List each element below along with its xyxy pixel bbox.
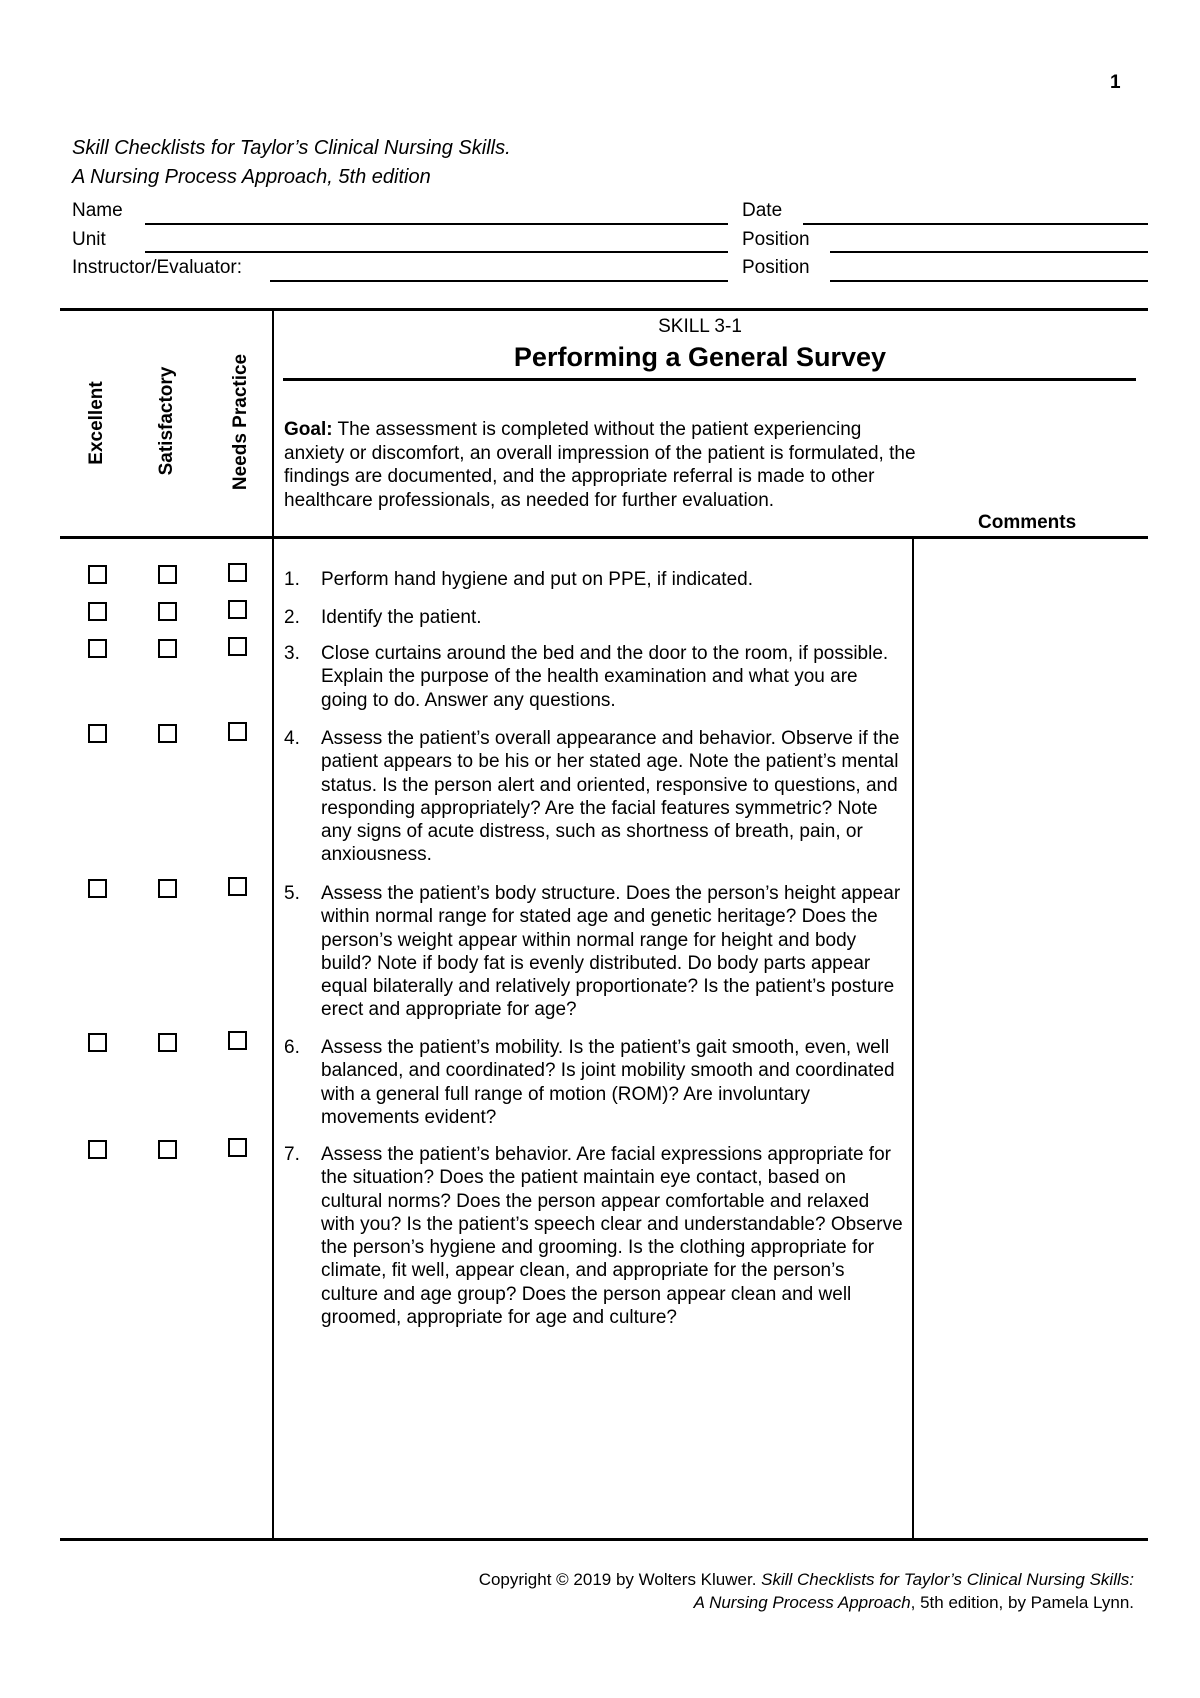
step-item-1 <box>284 568 904 591</box>
footer-line-2 <box>479 1591 1134 1614</box>
table-header-rule <box>60 536 1148 539</box>
step-6-needs-practice-checkbox[interactable] <box>228 1031 247 1050</box>
date-field[interactable] <box>803 223 1148 225</box>
goal-text <box>284 418 924 512</box>
position-field-1[interactable] <box>830 251 1148 253</box>
comments-header: Comments <box>978 512 1077 533</box>
step-number: 2. <box>284 607 300 628</box>
step-number: 4. <box>284 728 300 749</box>
page-number: 1 <box>1110 72 1121 93</box>
step-1-excellent-checkbox[interactable] <box>88 565 107 584</box>
step-item-2 <box>284 606 904 629</box>
comments-column-divider <box>912 538 914 1539</box>
step-number: 5. <box>284 883 300 904</box>
step-7-excellent-checkbox[interactable] <box>88 1140 107 1159</box>
step-5-satisfactory-checkbox[interactable] <box>158 879 177 898</box>
step-item-7 <box>284 1143 904 1329</box>
step-2-needs-practice-checkbox[interactable] <box>228 600 247 619</box>
step-4-satisfactory-checkbox[interactable] <box>158 724 177 743</box>
rating-header-excellent: Excellent <box>86 381 107 465</box>
table-bottom-rule <box>60 1538 1148 1541</box>
step-number: 6. <box>284 1037 300 1058</box>
step-4-excellent-checkbox[interactable] <box>88 724 107 743</box>
step-item-3 <box>284 642 904 712</box>
step-6-satisfactory-checkbox[interactable] <box>158 1033 177 1052</box>
step-item-4 <box>284 727 904 867</box>
rating-header-satisfactory: Satisfactory <box>156 366 177 476</box>
step-3-satisfactory-checkbox[interactable] <box>158 639 177 658</box>
position-label-2: Position <box>742 257 810 278</box>
step-text: Assess the patient’s body structure. Does the person’s height appear within normal range for stated age and genetic heritage? Does the person’s weight appear within normal range for height and body build? Note if body fat is evenly distributed. Do body parts appear equal bilaterally and relatively proportionate? Is the patient’s posture erect and appropriate for age? <box>321 883 901 1021</box>
footer-book-subtitle: A Nursing Process Approach <box>693 1593 911 1612</box>
book-title-line-1: Skill Checklists for Taylor’s Clinical Nursing Skills. <box>72 137 511 159</box>
book-title <box>72 134 511 192</box>
step-number: 1. <box>284 569 300 590</box>
step-number: 7. <box>284 1144 300 1165</box>
footer-line-1 <box>479 1568 1134 1591</box>
copyright-footer <box>479 1568 1134 1614</box>
step-3-excellent-checkbox[interactable] <box>88 639 107 658</box>
step-text: Perform hand hygiene and put on PPE, if indicated. <box>321 569 753 590</box>
name-label: Name <box>72 200 123 221</box>
footer-book-title: Skill Checklists for Taylor’s Clinical Nursing Skills: <box>761 1570 1134 1589</box>
step-5-excellent-checkbox[interactable] <box>88 879 107 898</box>
instructor-evaluator-field[interactable] <box>270 280 728 282</box>
step-item-5 <box>284 882 904 1022</box>
date-label: Date <box>742 200 783 221</box>
step-number: 3. <box>284 643 300 664</box>
step-5-needs-practice-checkbox[interactable] <box>228 877 247 896</box>
step-text: Assess the patient’s mobility. Is the patient’s gait smooth, even, well balanced, and coordinated? Is joint mobility smooth and coordinated with a general full range of motion (ROM)? Are involuntary movements evident? <box>321 1037 895 1128</box>
step-text: Identify the patient. <box>321 607 482 628</box>
step-2-excellent-checkbox[interactable] <box>88 602 107 621</box>
step-4-needs-practice-checkbox[interactable] <box>228 722 247 741</box>
step-1-needs-practice-checkbox[interactable] <box>228 563 247 582</box>
rating-column-divider <box>272 310 274 1539</box>
step-text: Assess the patient’s behavior. Are facial expressions appropriate for the situation? Does the patient maintain eye contact, based on cultural norms? Does the person appear comfortable and relaxed with you? Is the patient’s speech clear and understandable? Observe the person’s hygiene and grooming. Is the clothing appropriate for climate, fit well, appear clean, and appropriate for the person’s culture and age group? Does the person appear clean and well groomed, appropriate for age and culture? <box>321 1144 903 1329</box>
goal-body: The assessment is completed without the patient experiencing anxiety or discomfort, an overall impression of the patient is formulated, the findings are documented, and the appropriate referral is made to other healthcare professionals, as needed for further evaluation. <box>284 419 916 511</box>
name-field[interactable] <box>145 223 728 225</box>
unit-field[interactable] <box>145 251 728 253</box>
step-1-satisfactory-checkbox[interactable] <box>158 565 177 584</box>
position-label-1: Position <box>742 229 810 250</box>
book-title-line-2: A Nursing Process Approach, 5th edition <box>72 166 431 188</box>
unit-label: Unit <box>72 229 106 250</box>
skill-label: SKILL 3-1 <box>658 316 742 337</box>
step-text: Assess the patient’s overall appearance and behavior. Observe if the patient appears to be his or her stated age. Note the patient’s mental status. Is the person alert and oriented, responsive to questions, and responding appropriately? Are the facial features symmetric? Note any signs of acute distress, such as shortness of breath, pain, or anxiousness. <box>321 728 900 866</box>
step-text: Close curtains around the bed and the door to the room, if possible. Explain the purpose of the health examination and what you are going to do. Answer any questions. <box>321 643 889 711</box>
step-7-needs-practice-checkbox[interactable] <box>228 1138 247 1157</box>
instructor-evaluator-label: Instructor/Evaluator: <box>72 257 243 278</box>
step-6-excellent-checkbox[interactable] <box>88 1033 107 1052</box>
rating-header-needs-practice: Needs Practice <box>230 353 251 491</box>
skill-title: Performing a General Survey <box>513 342 887 372</box>
footer-edition: , 5th edition, by Pamela Lynn. <box>910 1593 1134 1612</box>
footer-copyright: Copyright © 2019 by Wolters Kluwer. <box>478 1570 762 1589</box>
step-3-needs-practice-checkbox[interactable] <box>228 637 247 656</box>
step-7-satisfactory-checkbox[interactable] <box>158 1140 177 1159</box>
table-top-rule <box>60 308 1148 311</box>
step-2-satisfactory-checkbox[interactable] <box>158 602 177 621</box>
step-item-6 <box>284 1036 904 1129</box>
position-field-2[interactable] <box>830 280 1148 282</box>
skill-title-rule <box>283 378 1136 381</box>
goal-label: Goal: <box>284 419 333 440</box>
